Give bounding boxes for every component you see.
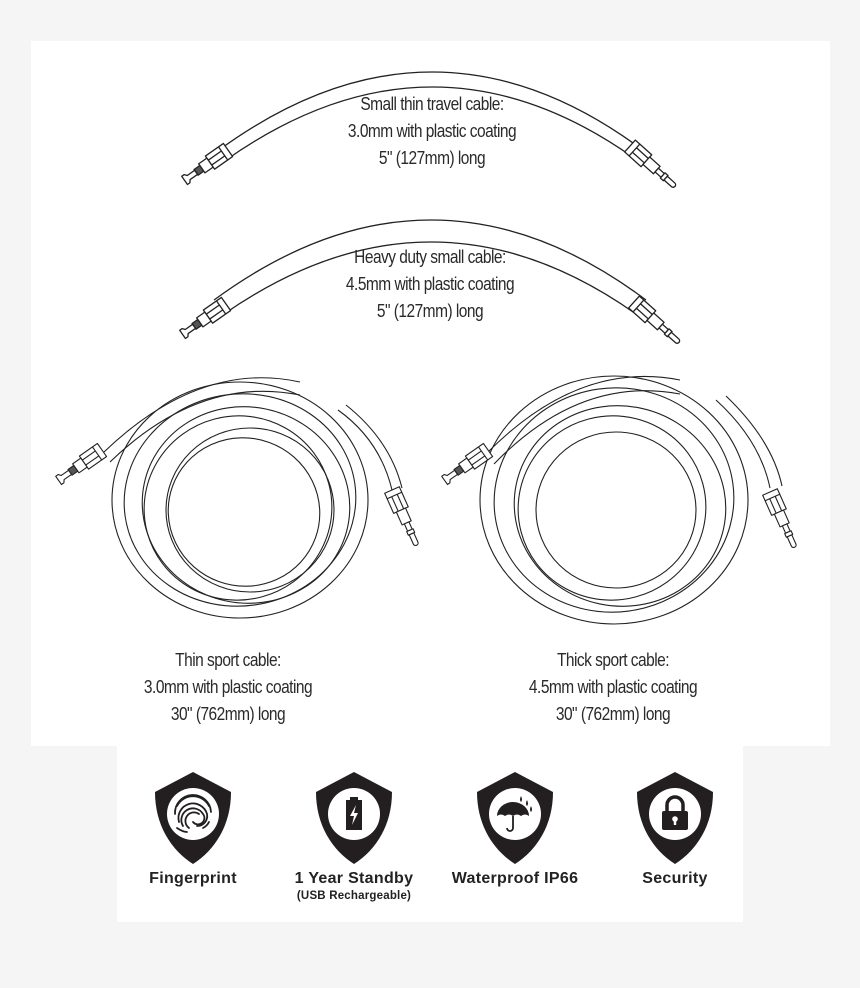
feature-label: 1 Year Standby xyxy=(294,870,414,887)
caption-line: 30" (762mm) long xyxy=(170,704,286,724)
caption-line: 5" (127mm) long xyxy=(376,301,484,321)
padlock-icon xyxy=(635,770,715,866)
feature-label: Fingerprint xyxy=(149,870,237,887)
cable-caption-thick-sport xyxy=(515,647,711,728)
cable-caption-small-thin-travel xyxy=(334,91,530,172)
feature-waterproof xyxy=(430,770,600,888)
battery-icon xyxy=(314,770,394,866)
umbrella-rain-icon xyxy=(475,770,555,866)
cable-illustration-panel xyxy=(31,41,830,746)
feature-security xyxy=(590,770,760,888)
caption-line: 4.5mm with plastic coating xyxy=(345,274,515,294)
feature-label: Security xyxy=(642,870,708,887)
feature-sublabel: (USB Rechargeable) xyxy=(296,890,412,902)
caption-line: Heavy duty small cable: xyxy=(354,247,506,267)
caption-line: 3.0mm with plastic coating xyxy=(143,677,313,697)
caption-line: 4.5mm with plastic coating xyxy=(528,677,698,697)
feature-fingerprint xyxy=(108,770,278,888)
fingerprint-icon xyxy=(153,770,233,866)
cable-caption-thin-sport xyxy=(130,647,326,728)
cable-thick-sport-drawing xyxy=(440,372,802,627)
caption-line: Thin sport cable: xyxy=(175,650,281,670)
caption-line: 5" (127mm) long xyxy=(378,148,486,168)
cable-caption-heavy-duty-small xyxy=(332,244,528,325)
feature-label: Waterproof IP66 xyxy=(451,870,579,887)
cable-thin-sport-drawing xyxy=(54,378,424,623)
feature-standby xyxy=(269,770,439,902)
caption-line: Thick sport cable: xyxy=(556,650,670,670)
caption-line: 30" (762mm) long xyxy=(555,704,671,724)
caption-line: Small thin travel cable: xyxy=(360,94,504,114)
caption-line: 3.0mm with plastic coating xyxy=(347,121,517,141)
features-panel xyxy=(117,746,743,922)
